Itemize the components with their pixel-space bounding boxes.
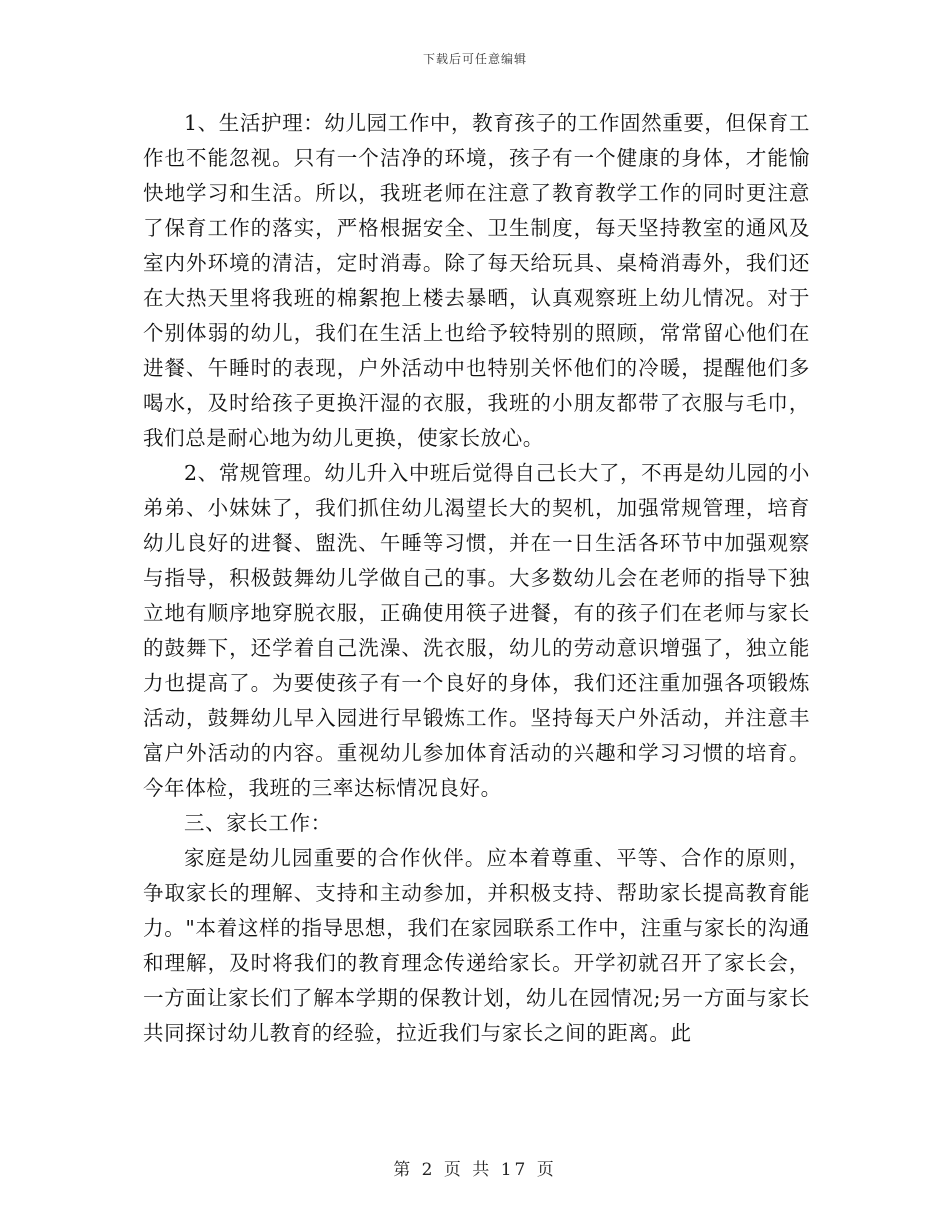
section-heading-parent-work: 三、家长工作： <box>184 811 332 835</box>
paragraph-routine-management: 2、常规管理。幼儿升入中班后觉得自己长大了，不再是幼儿园的小弟弟、小妹妹了，我们抓住幼儿渴望长大的契机，加强常规管理，培育幼儿良好的进餐、盥洗、午睡等习惯，并在一日生活各环节中加强观察与指导，积极鼓舞幼儿学做自己的事。大多数幼儿会在老师的指导下独立地有顺序地穿脱衣服，正确使用筷子进餐，有的孩子们在老师与家长的鼓舞下，还学着自己洗澡、洗衣服，幼儿的劳动意识增强了，独立能力也提高了。为要使孩子有一个良好的身体，我们还注重加强各项锻炼活动，鼓舞幼儿早入园进行早锻炼工作。坚持每天户外活动，并注意丰富户外活动的内容。重视幼儿参加体育活动的兴趣和学习习惯的培育。今年体检，我班的三率达标情况良好。 <box>143 461 810 800</box>
paragraph-life-care: 1、生活护理：幼儿园工作中，教育孩子的工作固然重要，但保育工作也不能忽视。只有一个洁净的环境，孩子有一个健康的身体，才能愉快地学习和生活。所以，我班老师在注意了教育教学工作的同时更注意了保育工作的落实，严格根据安全、卫生制度，每天坚持教室的通风及室内外环境的清洁，定时消毒。除了每天给玩具、桌椅消毒外，我们还在大热天里将我班的棉絮抱上楼去暴晒，认真观察班上幼儿情况。对于个别体弱的幼儿，我们在生活上也给予较特别的照顾，常常留心他们在进餐、午睡时的表现，户外活动中也特别关怀他们的冷暖，提醒他们多喝水，及时给孩子更换汗湿的衣服，我班的小朋友都带了衣服与毛巾，我们总是耐心地为幼儿更换，使家长放心。 <box>143 111 810 450</box>
paragraph-parent-work: 家庭是幼儿园重要的合作伙伴。应本着尊重、平等、合作的原则，争取家长的理解、支持和主动参加，并积极支持、帮助家长提高教育能力。"本着这样的指导思想，我们在家园联系工作中，注重与家长的沟通和理解，及时将我们的教育理念传递给家长。开学初就召开了家长会，一方面让家长们了解本学期的保教计划，幼儿在园情况;另一方面与家长共同探讨幼儿教育的经验，拉近我们与家长之间的距离。此 <box>143 846 810 1045</box>
page-number-footer: 第 2 页 共 17 页 <box>393 1160 557 1180</box>
body-text <box>143 106 810 1051</box>
header-note: 下载后可任意编辑 <box>422 52 527 66</box>
